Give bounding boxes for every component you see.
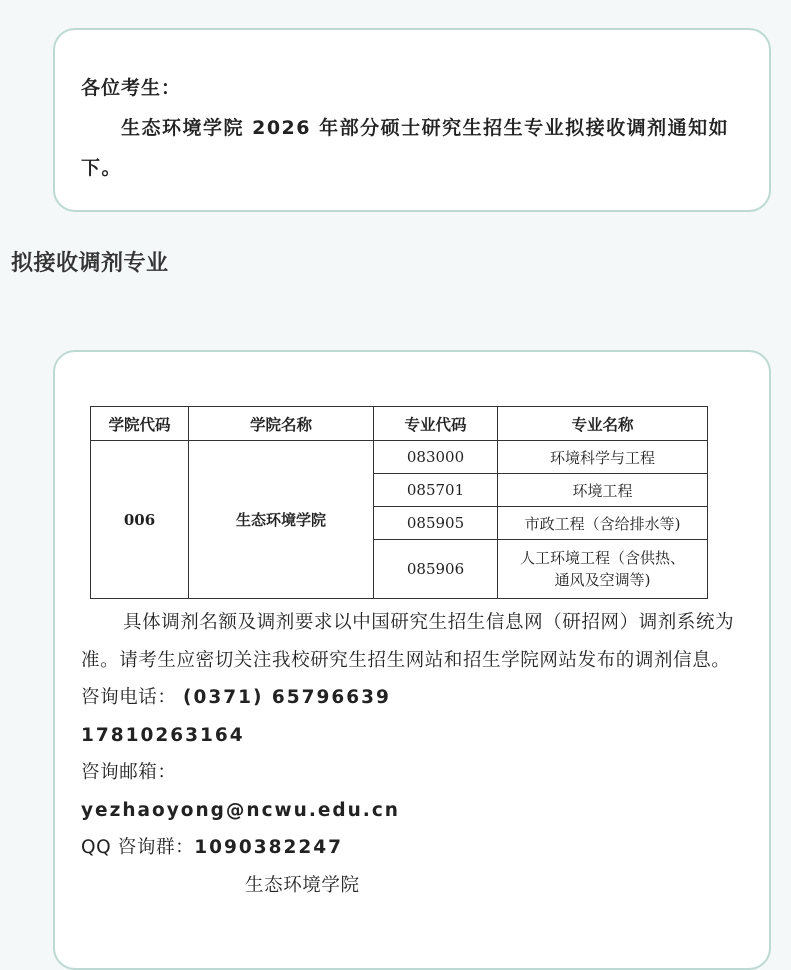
major-name-cell xyxy=(498,540,708,599)
email-label: 咨询邮箱： xyxy=(81,762,177,783)
major-name-cell: 环境工程 xyxy=(498,474,708,507)
major-code-cell: 085906 xyxy=(374,540,498,599)
phone-line xyxy=(81,679,753,717)
section-title: 拟接收调剂专业 xyxy=(11,251,169,276)
header-college-name: 学院名称 xyxy=(189,407,374,441)
major-code-cell: 085701 xyxy=(374,474,498,507)
majors-table xyxy=(90,406,708,599)
content-card xyxy=(53,350,771,970)
qq-number: 1090382247 xyxy=(194,837,343,858)
table-row xyxy=(91,441,708,474)
header-major-code: 专业代码 xyxy=(374,407,498,441)
phone-label: 咨询电话： xyxy=(81,687,177,708)
qq-line xyxy=(81,829,753,867)
info-paragraph-wrapper xyxy=(81,604,753,679)
notice-body-wrapper xyxy=(81,108,745,188)
college-code-cell: 006 xyxy=(91,441,189,599)
signature: 生态环境学院 xyxy=(245,874,360,896)
email-address: yezhaoyong@ncwu.edu.cn xyxy=(81,799,400,821)
major-code-cell: 083000 xyxy=(374,441,498,474)
major-name-line: 人工环境工程（含供热、 xyxy=(519,549,685,567)
header-major-name: 专业名称 xyxy=(498,407,708,441)
info-block xyxy=(81,604,753,904)
header-college-code: 学院代码 xyxy=(91,407,189,441)
major-name-cell: 环境科学与工程 xyxy=(498,441,708,474)
qq-label: QQ 咨询群： xyxy=(81,837,195,858)
table-header-row xyxy=(91,407,708,441)
notice-greeting: 各位考生： xyxy=(81,77,182,99)
college-name-cell: 生态环境学院 xyxy=(189,441,374,599)
notice-body: 生态环境学院 2026 年部分硕士研究生招生专业拟接收调剂通知如下。 xyxy=(81,117,730,179)
phone-number-2: 17810263164 xyxy=(81,724,245,746)
phone-number-1: (0371) 65796639 xyxy=(183,687,391,708)
major-name-line: 通风及空调等) xyxy=(554,571,651,589)
notice-card xyxy=(53,28,771,212)
info-paragraph: 具体调剂名额及调剂要求以中国研究生招生信息网（研招网）调剂系统为准。请考生应密切关注我校研究生招生网站和招生学院网站发布的调剂信息。 xyxy=(81,612,735,671)
major-name-cell: 市政工程（含给排水等) xyxy=(498,507,708,540)
major-code-cell: 085905 xyxy=(374,507,498,540)
